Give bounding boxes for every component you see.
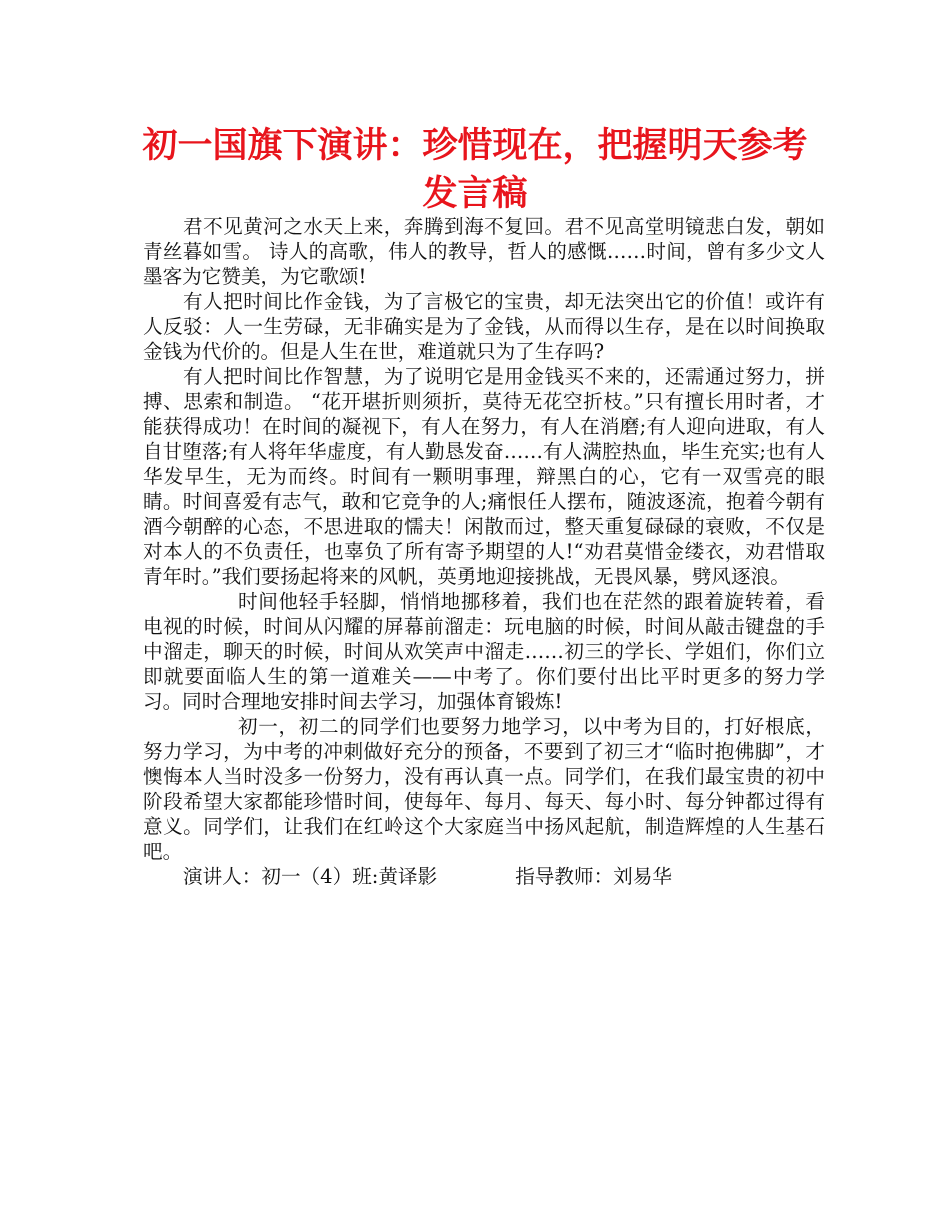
paragraph-4: 时间他轻手轻脚，悄悄地挪移着，我们也在茫然的跟着旋转着，看电视的时候，时间从闪耀的屏幕前溜走：玩电脑的时候，时间从敲击键盘的手中溜走，聊天的时候，时间从欢笑声中溜走……初三的学长、学姐们，你们立即就要面临人生的第一道难关——中考了。你们要付出比平时更多的努力学习。同时合理地安排时间去学习，加强体育锻炼! [143,590,825,713]
teacher-credit: 指导教师：刘易华 [515,865,672,888]
signature-line [143,864,825,889]
paragraph-3: 有人把时间比作智慧，为了说明它是用金钱买不来的，还需通过努力，拼搏、思索和制造。 “花开堪折则须折，莫待无花空折枝。”只有擅长用时者，才能获得成功！在时间的凝视下，有人在努力，有人在消磨;有人迎向进取，有人自甘堕落;有人将年华虚度，有人勤恳发奋……有人满腔热血，毕生充实;也有人华发早生，无为而终。时间有一颗明事理，辩黑白的心，它有一双雪亮的眼睛。时间喜爱有志气，敢和它竞争的人;痛恨任人摆布，随波逐流，抱着今朝有酒今朝醉的心态，不思进取的懦夫！闲散而过，整天重复碌碌的衰败，不仅是对本人的不负责任，也辜负了所有寄予期望的人!“劝君莫惜金缕衣，劝君惜取青年时。”我们要扬起将来的风帆，英勇地迎接挑战，无畏风暴，劈风逐浪。 [143,365,825,588]
paragraph-5: 初一，初二的同学们也要努力地学习，以中考为目的，打好根底，努力学习，为中考的冲刺做好充分的预备，不要到了初三才“临时抱佛脚”，才懊悔本人当时没多一份努力，没有再认真一点。同学们，在我们最宝贵的初中阶段希望大家都能珍惜时间，使每年、每月、每天、每小时、每分钟都过得有意义。同学们，让我们在红岭这个大家庭当中扬风起航，制造辉煌的人生基石吧。 [143,715,825,863]
speaker-credit: 演讲人：初一（4）班:黄译影 [183,865,438,888]
paragraph-2: 有人把时间比作金钱，为了言极它的宝贵，却无法突出它的价值！或许有人反驳：人一生劳碌，无非确实是为了金钱，从而得以生存，是在以时间换取金钱为代价的。但是人生在世，难道就只为了生存吗? [143,290,825,363]
paragraph-1: 君不见黄河之水天上来，奔腾到海不复回。君不见高堂明镜悲白发，朝如青丝暮如雪。 诗人的高歌，伟人的教导，哲人的感慨……时间，曾有多少文人墨客为它赞美，为它歌颂! [143,215,825,288]
document-body [143,214,825,889]
document-title: 初一国旗下演讲：珍惜现在，把握明天参考发言稿 [142,126,808,214]
